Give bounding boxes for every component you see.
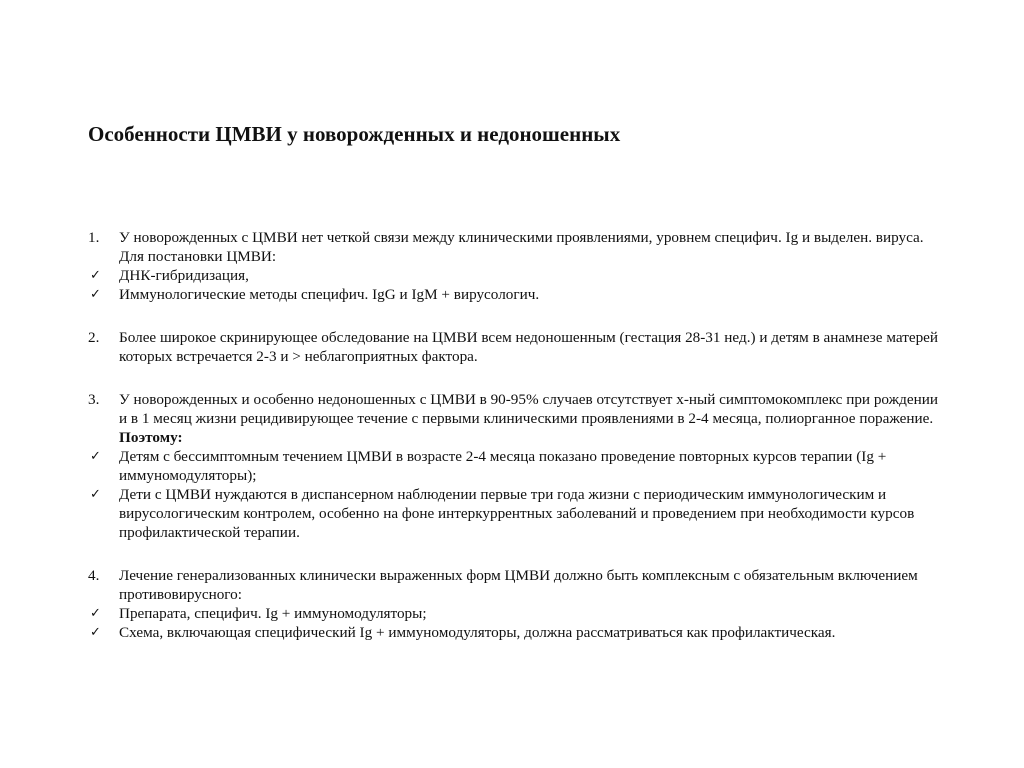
check-item-text: Схема, включающая специфический Ig + иммуномодуляторы, должна рассматриваться как профилактическая. xyxy=(119,624,836,641)
item-text: У новорожденных с ЦМВИ нет четкой связи между клиническими проявлениями, уровнем специфич. Ig и выделен. вируса. Для постановки ЦМВИ: xyxy=(119,229,924,265)
check-item xyxy=(88,447,948,485)
item-text: Лечение генерализованных клинически выраженных форм ЦМВИ должно быть комплексным с обязательным включением противовирусного: xyxy=(119,567,918,603)
numbered-item-2 xyxy=(88,328,948,366)
check-item xyxy=(88,266,948,285)
check-item xyxy=(88,623,948,642)
check-item-text: Детям с бессимптомным течением ЦМВИ в возрасте 2-4 месяца показано проведение повторных курсов терапии (Ig + иммуномодуляторы); xyxy=(119,448,887,484)
slide-title: Особенности ЦМВИ у новорожденных и недоношенных xyxy=(88,122,621,146)
numbered-item-1 xyxy=(88,228,948,266)
checkmark-icon: ✓ xyxy=(90,606,101,621)
checkmark-icon: ✓ xyxy=(90,268,101,283)
item-number: 4. xyxy=(88,567,100,584)
item-text: У новорожденных и особенно недоношенных с ЦМВИ в 90-95% случаев отсутствует х-ный симптомокомплекс при рождении и в 1 месяц жизни рецидивирующее течение с первыми клиническими проявлениями в 2-4 месяца, полиорганное поражение. xyxy=(119,391,938,427)
check-item-text: Препарата, специфич. Ig + иммуномодуляторы; xyxy=(119,605,427,622)
item-number: 2. xyxy=(88,329,100,346)
check-item-text: Дети с ЦМВИ нуждаются в диспансерном наблюдении первые три года жизни с периодическим иммунологическим и вирусологическим контролем, особенно на фоне интеркуррентных заболеваний и проведением при необходимости курсов профилактической терапии. xyxy=(119,486,915,541)
item-emphasis: Поэтому: xyxy=(119,429,183,446)
numbered-item-4 xyxy=(88,566,948,604)
item-text: Более широкое скринирующее обследование на ЦМВИ всем недоношенным (гестация 28-31 нед.) и детям в анамнезе матерей которых встречается 2-3 и > неблагоприятных фактора. xyxy=(119,329,939,365)
checkmark-icon: ✓ xyxy=(90,287,101,302)
item-number: 1. xyxy=(88,229,100,246)
checkmark-icon: ✓ xyxy=(90,625,101,640)
checkmark-icon: ✓ xyxy=(90,487,101,502)
numbered-item-3 xyxy=(88,390,948,447)
checkmark-icon: ✓ xyxy=(90,449,101,464)
check-item xyxy=(88,285,948,304)
item-number: 3. xyxy=(88,391,100,408)
check-item xyxy=(88,604,948,623)
slide-content xyxy=(88,228,948,642)
check-item-text: Иммунологические методы специфич. IgG и IgM + вирусологич. xyxy=(119,286,540,303)
check-item-text: ДНК-гибридизация, xyxy=(119,267,249,284)
check-item xyxy=(88,485,948,542)
